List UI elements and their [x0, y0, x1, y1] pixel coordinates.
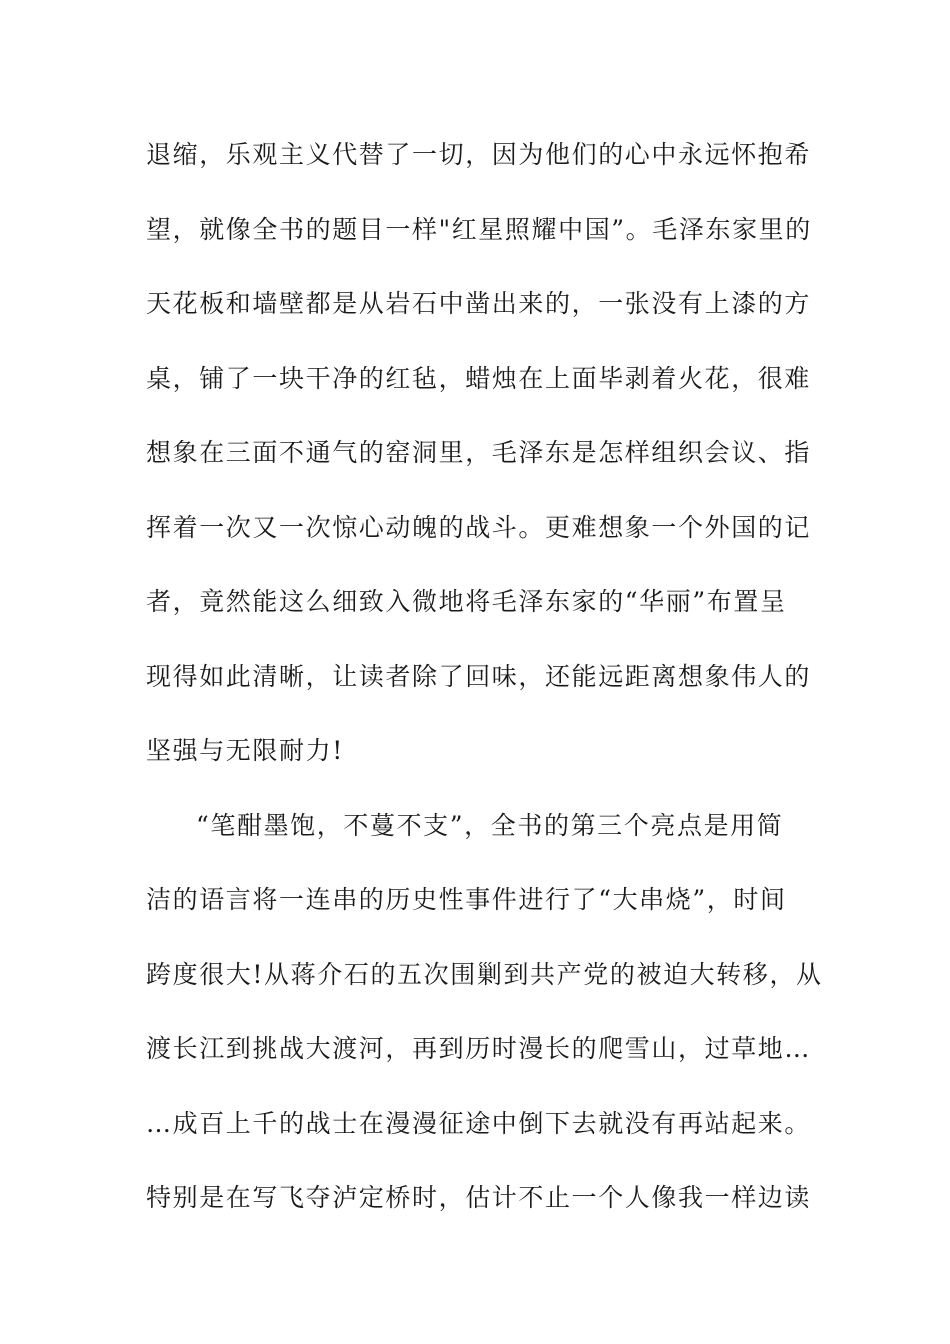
text-line: 天花板和墙壁都是从岩石中凿出来的，一张没有上漆的方: [146, 289, 812, 318]
text-line: 跨度很大!从蒋介石的五次围剿到共产党的被迫大转移，从: [146, 959, 823, 989]
body-text: [146, 130, 823, 1248]
text-line: 望，就像全书的题目一样"红星照耀中国”。毛泽东家里的: [146, 214, 812, 244]
text-line: 渡长江到挑战大渡河，再到历时漫长的爬雪山，过草地…: [146, 1034, 812, 1063]
text-line: 想象在三面不通气的窑洞里，毛泽东是怎样组织会议、指: [146, 438, 812, 467]
paragraph-start-line: “笔酣墨饱，不蔓不支”，全书的第三个亮点是用简: [196, 810, 784, 840]
text-line: 退缩，乐观主义代替了一切，因为他们的心中永远怀抱希: [146, 140, 812, 169]
text-line: 特别是在写飞夺泸定桥时，估计不止一个人像我一样边读: [146, 1183, 812, 1212]
text-line: 洁的语言将一连串的历史性事件进行了“大串烧”，时间: [146, 885, 787, 914]
text-line: 桌，铺了一块干净的红毡，蜡烛在上面毕剥着火花，很难: [146, 363, 812, 393]
text-line: 坚强与无限耐力!: [146, 736, 344, 765]
text-line: 者，竟然能这么细致入微地将毛泽东家的“华丽”布置呈: [146, 587, 787, 616]
text-line: 挥着一次又一次惊心动魄的战斗。更难想象一个外国的记: [146, 512, 812, 542]
text-line: …成百上千的战士在漫漫征途中倒下去就没有再站起来。: [146, 1108, 812, 1138]
text-line: 现得如此清晰，让读者除了回味，还能远距离想象伟人的: [146, 661, 812, 691]
